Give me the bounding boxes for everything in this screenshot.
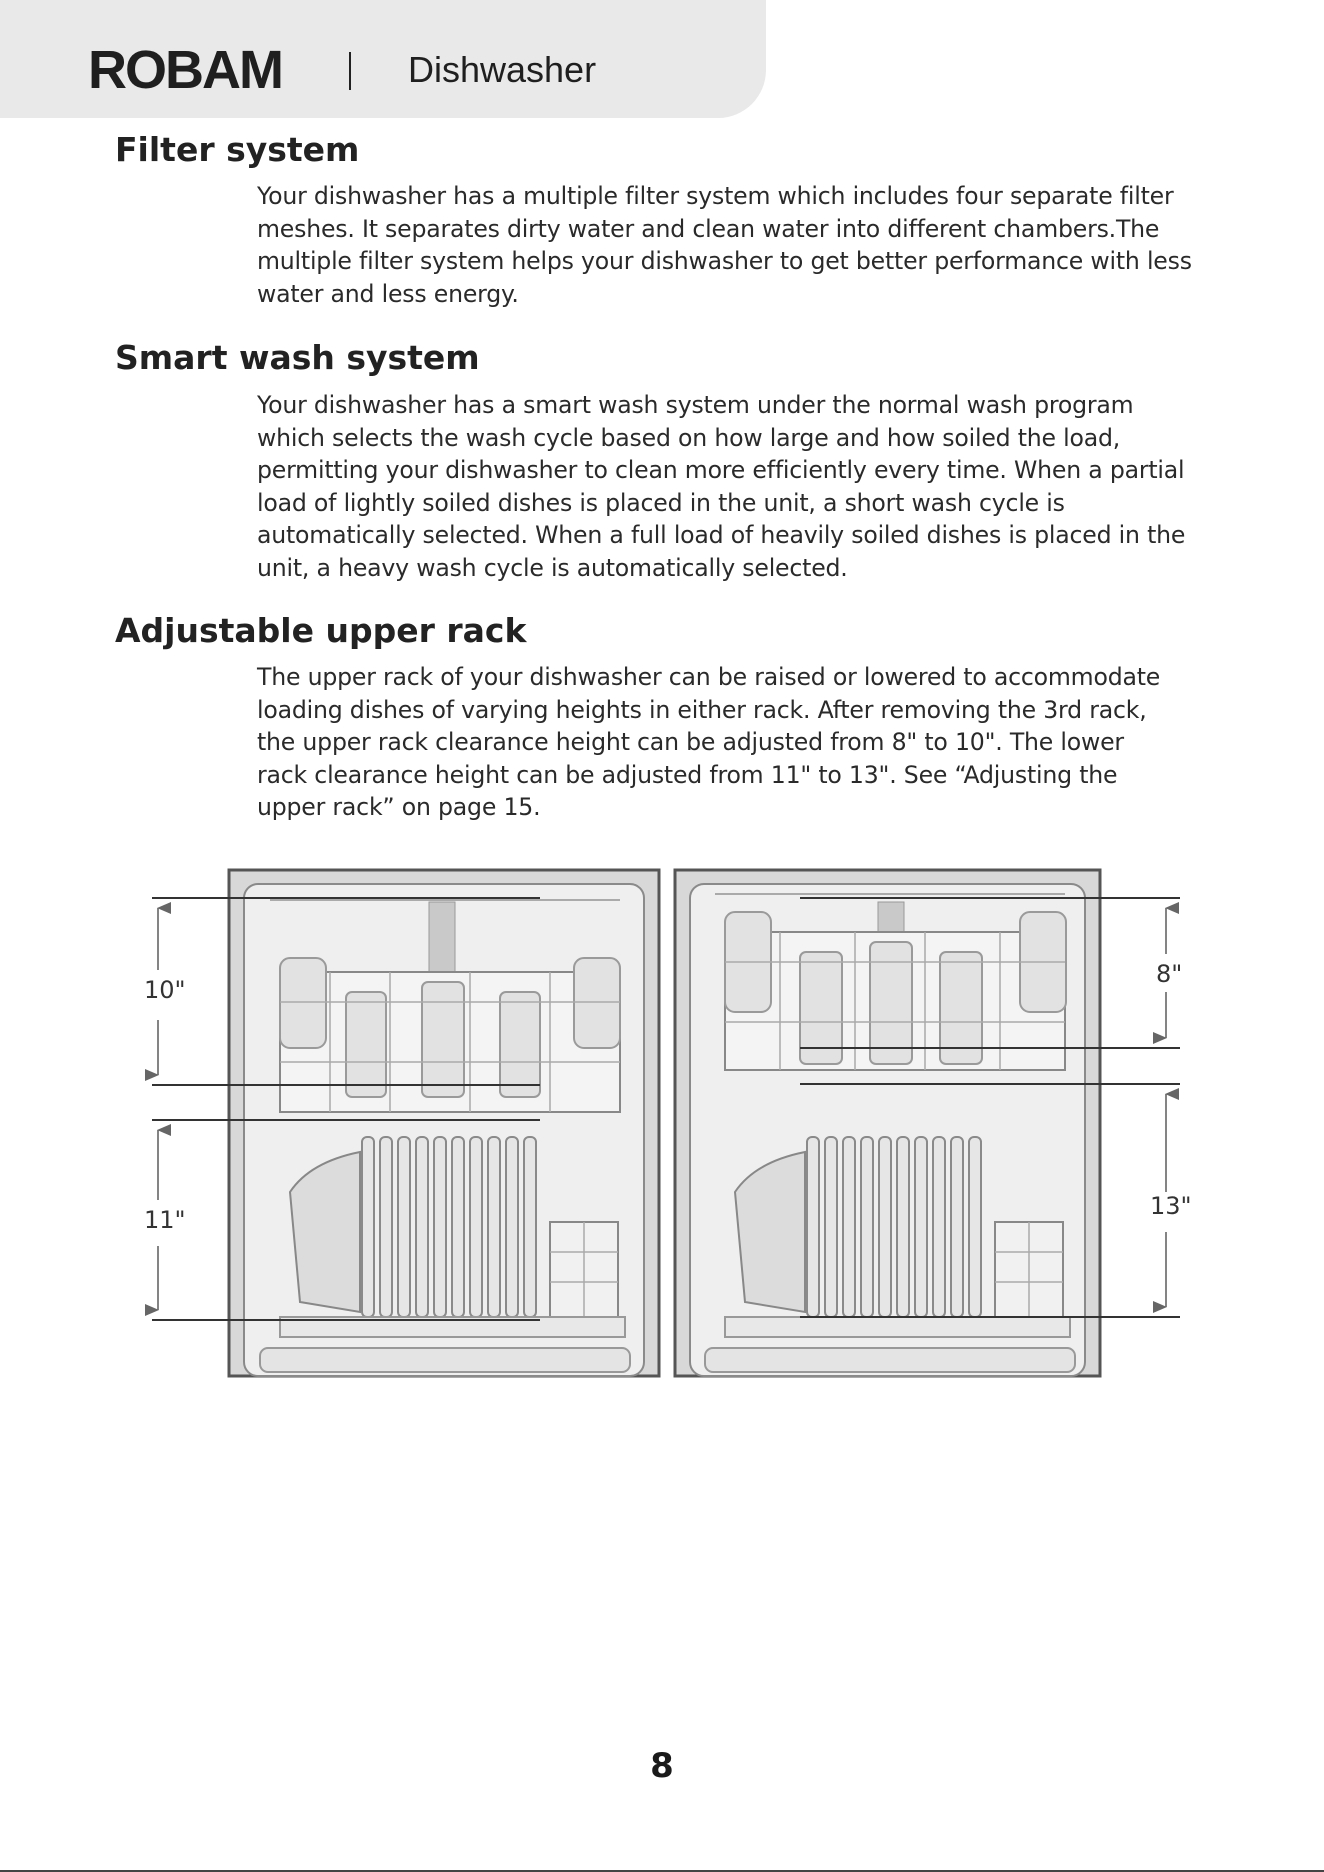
dimension-label-left-lower: 11": [144, 1206, 186, 1234]
brand-logo: ROBAM: [88, 40, 282, 100]
text-line: unit, a heavy wash cycle is automatically selected.: [257, 553, 848, 582]
dimension-label-right-upper: 8": [1156, 960, 1183, 988]
page-number: 8: [650, 1746, 674, 1786]
text-line: rack clearance height can be adjusted from 11" to 13". See “Adjusting the: [257, 760, 1118, 789]
text-line: the upper rack clearance height can be adjusted from 8" to 10". The lower: [257, 728, 1124, 757]
dimension-label-right-lower: 13": [1150, 1192, 1192, 1220]
rack-height-figure: [140, 862, 1200, 1382]
dishwasher-left: [229, 870, 659, 1376]
rack-illustration: [140, 862, 1200, 1382]
paragraph-adjustable-upper-rack: [257, 661, 1237, 824]
text-line: Your dishwasher has a multiple filter system which includes four separate filter: [257, 182, 1174, 210]
header-section-name: Dishwasher: [408, 49, 597, 90]
text-line: load of lightly soiled dishes is placed in the unit, a short wash cycle is: [257, 488, 1065, 517]
text-line: water and less energy.: [257, 279, 519, 308]
text-line: automatically selected. When a full load of heavily soiled dishes is placed in the: [257, 521, 1186, 550]
heading-filter-system: Filter system: [115, 130, 360, 169]
paragraph-filter-system: [257, 180, 1237, 310]
heading-smart-wash-system: Smart wash system: [115, 338, 480, 377]
text-line: meshes. It separates dirty water and clean water into different chambers.The: [257, 214, 1160, 243]
text-line: multiple filter system helps your dishwasher to get better performance with less: [257, 247, 1192, 276]
text-line: upper rack” on page 15.: [257, 793, 541, 822]
header-divider: [349, 52, 351, 90]
heading-adjustable-upper-rack: Adjustable upper rack: [115, 611, 527, 650]
text-line: loading dishes of varying heights in either rack. After removing the 3rd rack,: [257, 695, 1147, 724]
text-line: Your dishwasher has a smart wash system under the normal wash program: [257, 391, 1134, 419]
dishwasher-right: [675, 870, 1100, 1376]
text-line: The upper rack of your dishwasher can be raised or lowered to accommodate: [257, 663, 1161, 691]
page-header: [0, 0, 766, 118]
text-line: permitting your dishwasher to clean more efficiently every time. When a partial: [257, 456, 1185, 485]
paragraph-smart-wash-system: [257, 389, 1237, 585]
text-line: which selects the wash cycle based on how large and how soiled the load,: [257, 423, 1121, 452]
dimension-label-left-upper: 10": [144, 976, 186, 1004]
